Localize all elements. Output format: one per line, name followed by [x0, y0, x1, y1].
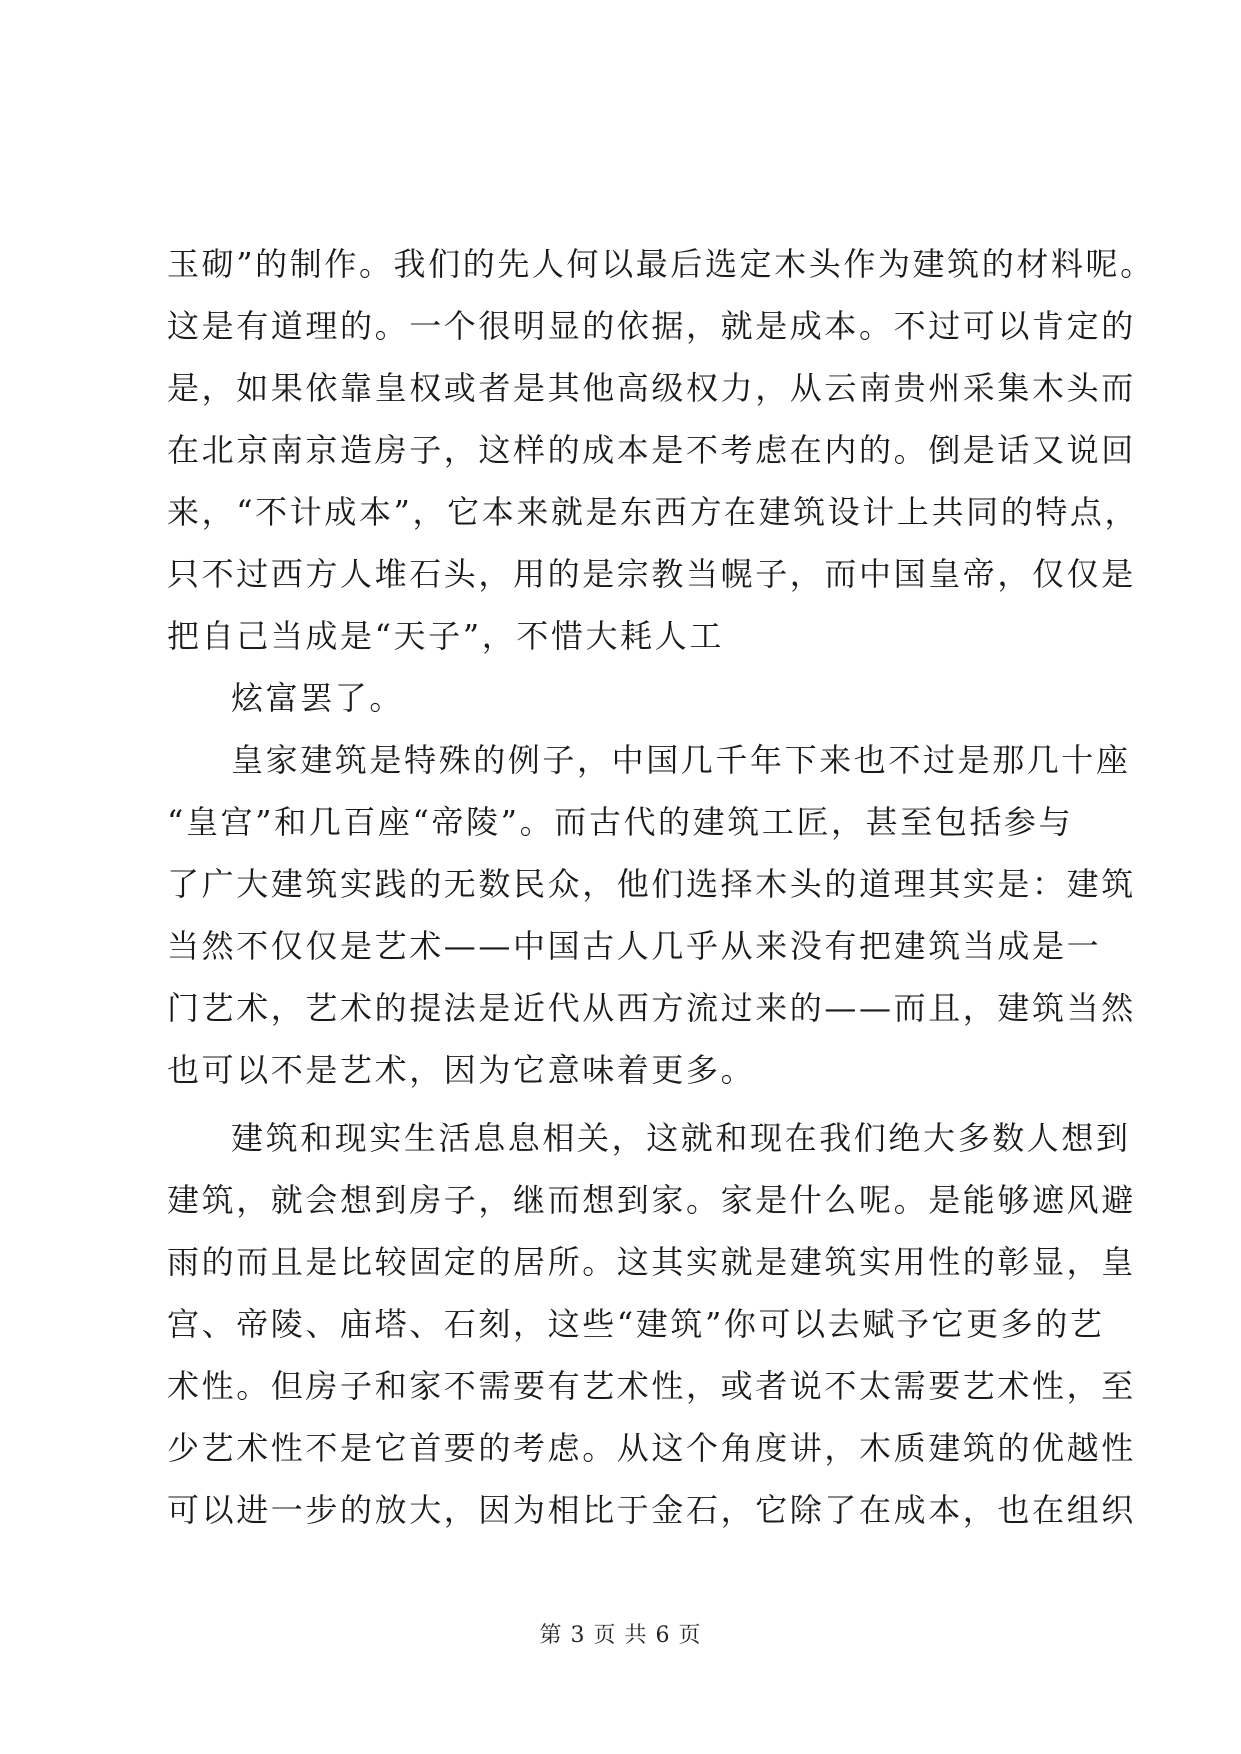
text-line: 把自己当成是“天子”，不惜大耗人工 — [167, 617, 724, 655]
text-line: 只不过西方人堆石头，用的是宗教当幌子，而中国皇帝，仅仅是 — [167, 555, 1136, 593]
text-line: 少艺术性不是它首要的考虑。从这个角度讲，木质建筑的优越性 — [167, 1429, 1136, 1467]
text-line: 炫富罢了。 — [231, 679, 405, 717]
text-line: 是，如果依靠皇权或者是其他高级权力，从云南贵州采集木头而 — [167, 369, 1136, 407]
text-line: 在北京南京造房子，这样的成本是不考虑在内的。倒是话又说回 — [167, 431, 1136, 469]
text-line: 玉砌”的制作。我们的先人何以最后选定木头作为建筑的材料呢。 — [167, 245, 1155, 283]
text-line: 了广大建筑实践的无数民众，他们选择木头的道理其实是：建筑 — [167, 865, 1136, 903]
paragraph-start-line: 皇家建筑是特殊的例子，中国几千年下来也不过是那几十座 — [231, 741, 1131, 779]
text-line: 也可以不是艺术，因为它意味着更多。 — [167, 1051, 756, 1089]
text-line: 宫、帝陵、庙塔、石刻，这些“建筑”你可以去赋予它更多的艺 — [167, 1305, 1105, 1343]
text-line: 来，“不计成本”，它本来就是东西方在建筑设计上共同的特点， — [167, 493, 1140, 531]
text-line: 这是有道理的。一个很明显的依据，就是成本。不过可以肯定的 — [167, 307, 1136, 345]
text-line: 雨的而且是比较固定的居所。这其实就是建筑实用性的彰显，皇 — [167, 1243, 1136, 1281]
text-line: 术性。但房子和家不需要有艺术性，或者说不太需要艺术性，至 — [167, 1367, 1136, 1405]
text-line: “皇宫”和几百座“帝陵”。而古代的建筑工匠，甚至包括参与 — [167, 803, 1074, 841]
text-line: 建筑，就会想到房子，继而想到家。家是什么呢。是能够遮风避 — [167, 1181, 1136, 1219]
text-line: 当然不仅仅是艺术——中国古人几乎从来没有把建筑当成是一 — [167, 927, 1102, 965]
paragraph-start-line: 建筑和现实生活息息相关，这就和现在我们绝大多数人想到 — [231, 1119, 1131, 1157]
text-line: 门艺术，艺术的提法是近代从西方流过来的——而且，建筑当然 — [167, 989, 1136, 1027]
page-number-footer: 第 3 页 共 6 页 — [539, 1623, 702, 1648]
text-line: 可以进一步的放大，因为相比于金石，它除了在成本，也在组织 — [167, 1491, 1136, 1529]
body-text — [167, 233, 1155, 1541]
